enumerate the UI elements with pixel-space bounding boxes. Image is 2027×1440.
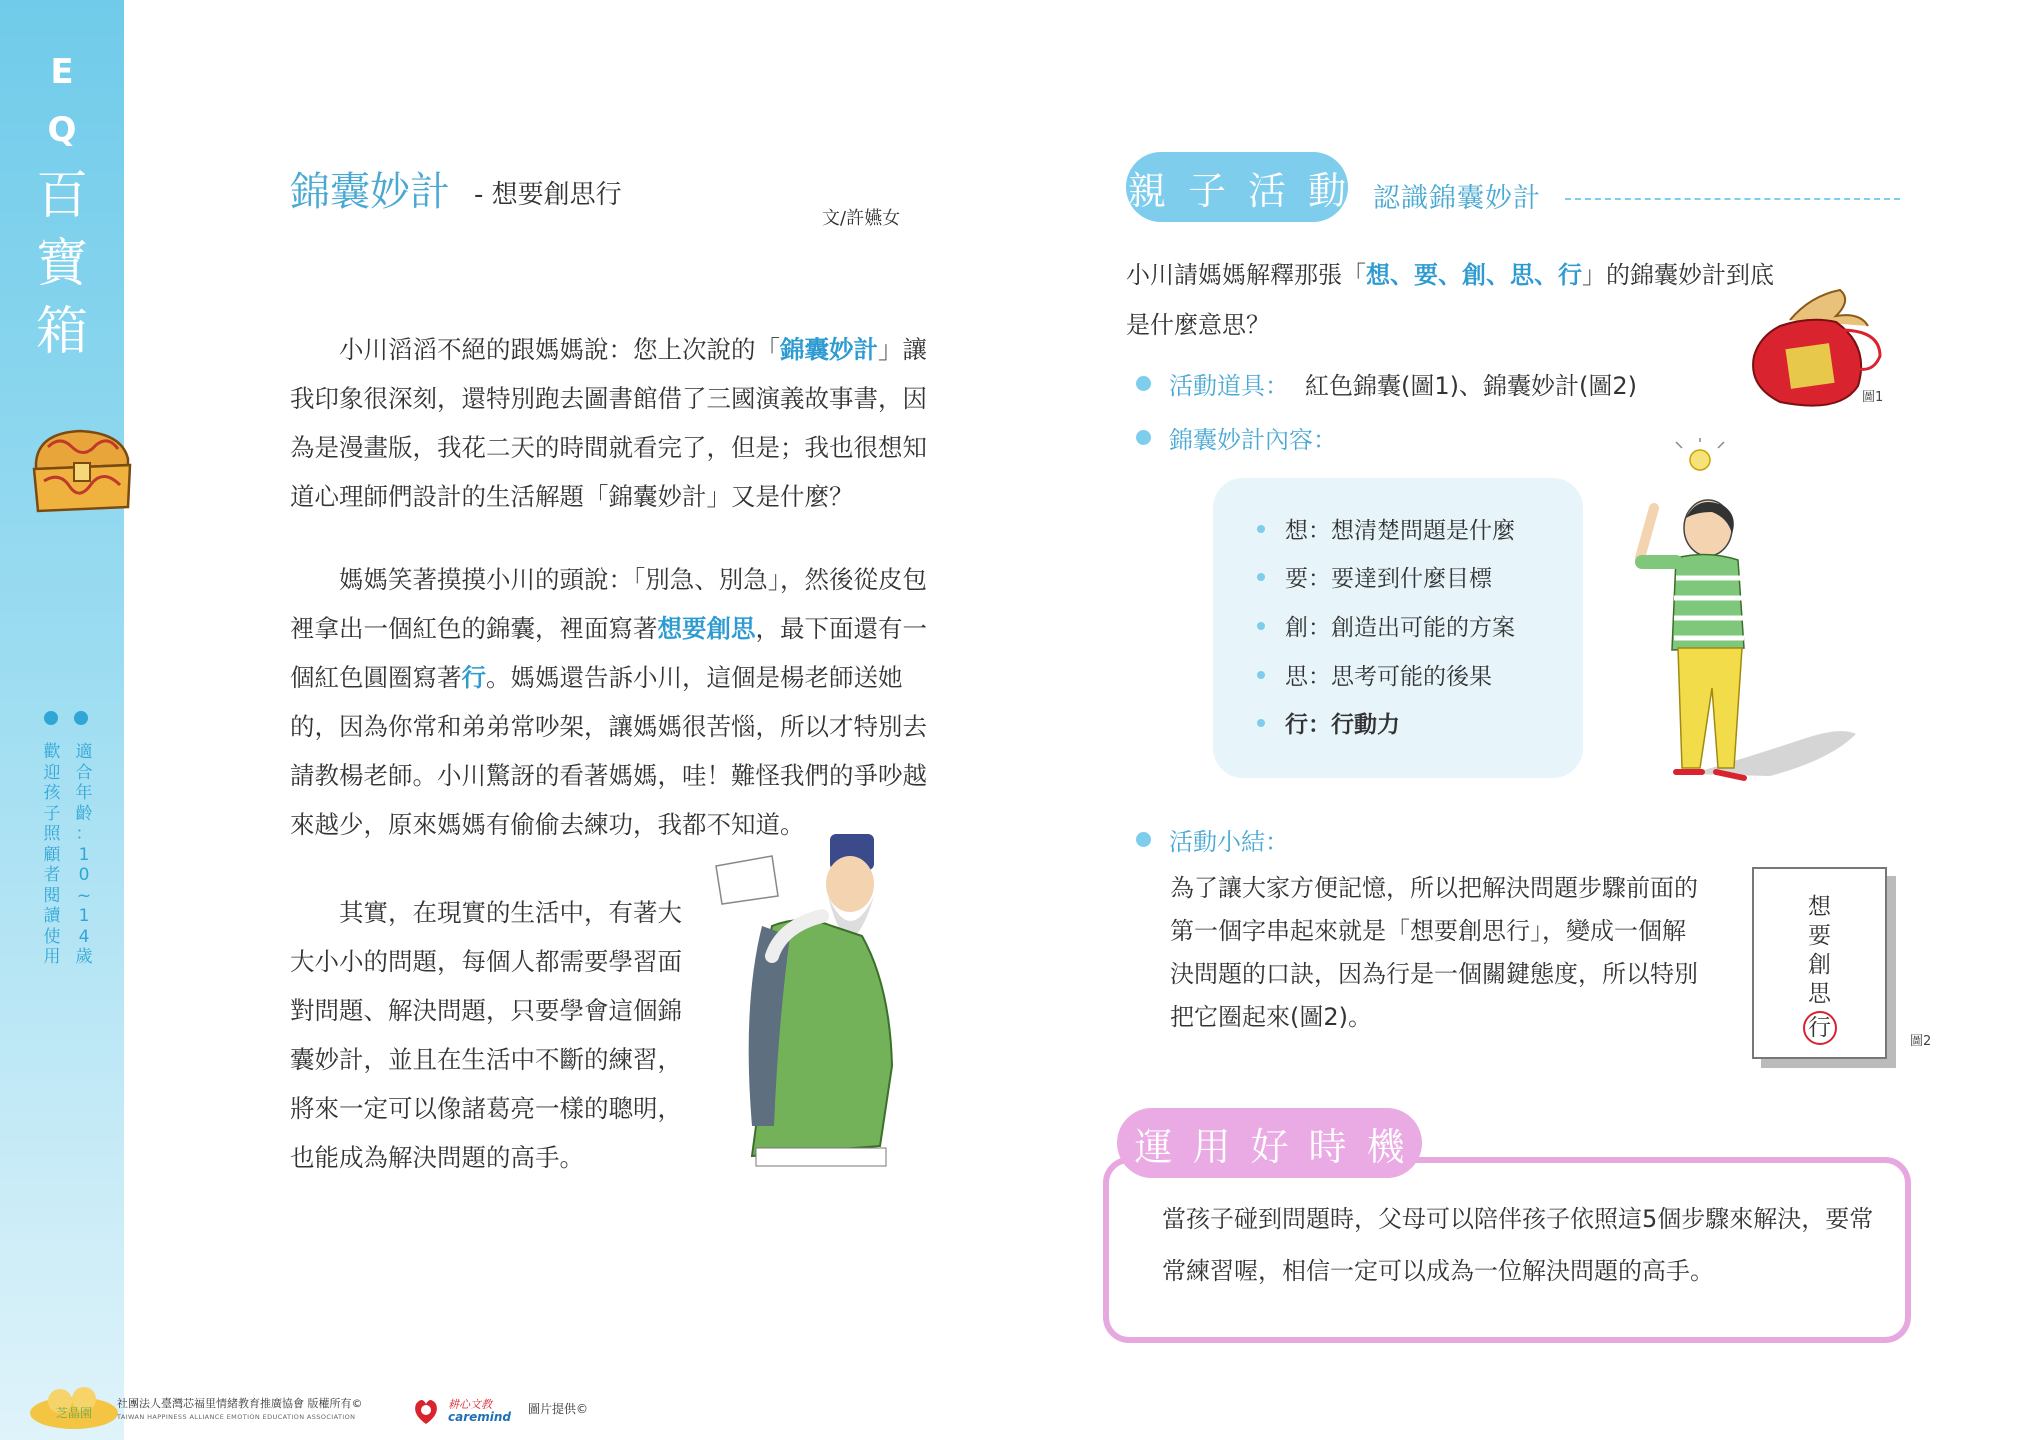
step-item: 創：創造出可能的方案: [1257, 609, 1515, 642]
article-author: 文/許嬿女: [822, 208, 901, 229]
audience-vertical: 歡 迎 孩 子 照 顧 者 閱 讀 使 用: [43, 742, 61, 967]
bullet-dot: [1136, 430, 1151, 445]
card-char: 思: [1808, 981, 1831, 1007]
bullet-dot: [1136, 832, 1151, 847]
card-char: 要: [1808, 923, 1831, 949]
footer-org-english: TAIWAN HAPPINESS ALLIANCE EMOTION EDUCATION ASSOCIATION: [117, 1413, 356, 1421]
article-subtitle: - 想要創思行: [474, 180, 622, 210]
card-char: 想: [1808, 894, 1831, 920]
activity-heading: 認識錦囊妙計: [1373, 183, 1541, 214]
props-value: 紅色錦囊(圖1)、錦囊妙計(圖2): [1305, 372, 1637, 400]
age-range-vertical: 適 合 年 齡 ： 1 0 ~ 1 4 歲: [75, 742, 93, 967]
tips-tab: 運 用 好 時 機: [1117, 1108, 1422, 1178]
step-item: 要：要達到什麼目標: [1257, 560, 1492, 593]
activity-tab: 親 子 活 動: [1126, 152, 1348, 222]
footer-credit: 圖片提供©: [528, 1402, 589, 1416]
props-row: [1136, 366, 1637, 401]
card-char: 創: [1808, 952, 1831, 978]
step-item: 想：想清楚問題是什麼: [1257, 512, 1515, 545]
footer-copyright: 社團法人臺灣芯福里情緒教育推廣協會 版權所有©: [117, 1397, 363, 1410]
content-label: 錦囊妙計內容：: [1169, 426, 1337, 454]
treasure-chest-illustration: [30, 425, 140, 515]
sponsor-chinese: 耕心文教: [448, 1398, 492, 1411]
caremind-logo-icon: [412, 1396, 440, 1426]
band-title: [36, 164, 88, 364]
article-paragraph-1: 小川滔滔不絕的跟媽媽說：您上次說的「錦囊妙計」讓我印象很深刻，還特別跑去圖書館借了三國演義故事書，因為是漫畫版，我花二天的時間就看完了，但是；我也很想知道心理師們設計的生活解題「錦囊妙計」又是什麼？: [290, 335, 927, 511]
step-dot: [1257, 719, 1265, 727]
step-dot: [1257, 622, 1265, 630]
step-dot: [1257, 573, 1265, 581]
circled-char: 行: [1803, 1011, 1837, 1045]
band-title-char: 寶: [36, 234, 89, 294]
tip-card: [1752, 867, 1887, 1059]
summary-label: 活動小結：: [1169, 828, 1289, 856]
band-letter-e: E: [50, 52, 74, 92]
sponsor-english: caremind: [448, 1410, 512, 1424]
props-label: 活動道具：: [1169, 372, 1289, 400]
bullet-dot: [1136, 376, 1151, 391]
article-paragraph-3: 其實，在現實的生活中，有著大大小小的問題，每個人都需要學習面對問題、解決問題，只要學會這個錦囊妙計，並且在生活中不斷的練習，將來一定可以像諸葛亮一樣的聰明，也能成為解決問題的高手。: [290, 898, 682, 1172]
step-dot: [1257, 671, 1265, 679]
band-dot: [44, 711, 58, 725]
activity-intro: 小川請媽媽解釋那張「想、要、創、思、行」的錦囊妙計到底是什麼意思？: [1126, 261, 1774, 339]
band-dot: [74, 711, 88, 725]
thinking-girl-illustration: [1620, 438, 1780, 783]
step-item: 思：思考可能的後果: [1257, 658, 1492, 691]
svg-text:芝晶園: 芝晶園: [55, 1406, 93, 1420]
figure-2-label: 圖2: [1910, 1034, 1932, 1049]
steps-box: [1213, 478, 1583, 778]
tips-text: 當孩子碰到問題時，父母可以陪伴孩子依照這5個步驟來解決，要常常練習喔，相信一定可以成為一位解決問題的高手。: [1162, 1205, 1874, 1285]
band-title-char: 百: [36, 166, 89, 226]
article-title: 錦囊妙計: [290, 169, 450, 215]
association-logo: [26, 1387, 122, 1431]
zhuge-liang-illustration: [712, 826, 902, 1182]
content-row: [1136, 420, 1353, 455]
band-title-char: 箱: [36, 302, 89, 362]
step-item: 行：行動力: [1257, 706, 1400, 739]
figure-1-label: 圖1: [1862, 390, 1884, 405]
step-dot: [1257, 525, 1265, 533]
summary-row: [1136, 822, 1305, 857]
summary-text: 為了讓大家方便記憶，所以把解決問題步驟前面的第一個字串起來就是「想要創思行」，變成一個解決問題的口訣，因為行是一個關鍵態度，所以特別把它圈起來(圖2)。: [1170, 874, 1698, 1031]
band-letter-q: Q: [47, 110, 77, 150]
dashed-divider: [1565, 198, 1900, 200]
article-paragraph-2: 媽媽笑著摸摸小川的頭說：「別急、別急」，然後從皮包裡拿出一個紅色的錦囊，裡面寫著想要創思，最下面還有一個紅色圓圈寫著行。媽媽還告訴小川，這個是楊老師送她的，因為你常和弟弟常吵架，讓媽媽很苦惱，所以才特別去請教楊老師。小川驚訝的看著媽媽，哇！難怪我們的爭吵越來越少，原來媽媽有偷偷去練功，我都不知道。: [290, 565, 927, 839]
